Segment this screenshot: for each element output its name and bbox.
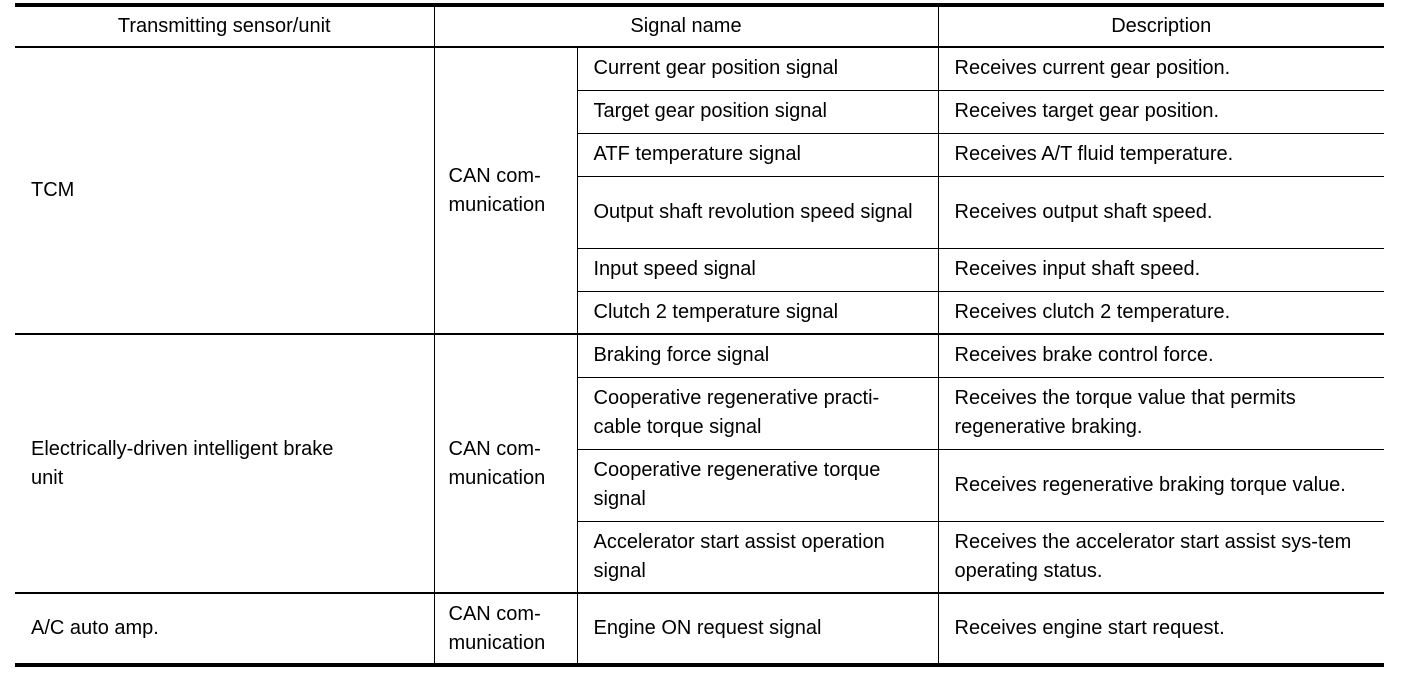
signal-name-cell: Accelerator start assist operation signal <box>577 521 938 593</box>
description-cell: Receives engine start request. <box>938 593 1384 665</box>
description-cell: Receives brake control force. <box>938 334 1384 377</box>
header-signal-name: Signal name <box>434 5 938 47</box>
unit-cell: Electrically-driven intelligent brake unit <box>15 334 434 593</box>
description-cell: Receives A/T fluid temperature. <box>938 133 1384 176</box>
table-row <box>15 593 1384 665</box>
table-row <box>15 334 1384 377</box>
signal-name-cell: Cooperative regenerative practi-cable torque signal <box>577 377 938 449</box>
description-cell: Receives target gear position. <box>938 90 1384 133</box>
description-cell: Receives input shaft speed. <box>938 248 1384 291</box>
signal-table-container <box>15 3 1384 667</box>
description-cell: Receives regenerative braking torque value. <box>938 449 1384 521</box>
signal-table <box>15 3 1384 667</box>
table-header <box>15 5 1384 47</box>
description-cell: Receives output shaft speed. <box>938 176 1384 248</box>
unit-cell: TCM <box>15 47 434 334</box>
signal-name-cell: Engine ON request signal <box>577 593 938 665</box>
description-cell: Receives the accelerator start assist sys-tem operating status. <box>938 521 1384 593</box>
signal-name-cell: Output shaft revolution speed signal <box>577 176 938 248</box>
header-transmitting-unit: Transmitting sensor/unit <box>15 5 434 47</box>
description-cell: Receives current gear position. <box>938 47 1384 90</box>
signal-name-cell: ATF temperature signal <box>577 133 938 176</box>
header-row <box>15 5 1384 47</box>
description-cell: Receives the torque value that permits regenerative braking. <box>938 377 1384 449</box>
signal-name-cell: Cooperative regenerative torque signal <box>577 449 938 521</box>
table-row <box>15 47 1384 90</box>
method-cell: CAN com- munication <box>434 593 577 665</box>
unit-cell: A/C auto amp. <box>15 593 434 665</box>
header-description: Description <box>938 5 1384 47</box>
signal-name-cell: Target gear position signal <box>577 90 938 133</box>
method-cell: CAN com- munication <box>434 334 577 593</box>
method-cell: CAN com- munication <box>434 47 577 334</box>
table-body <box>15 47 1384 665</box>
signal-name-cell: Braking force signal <box>577 334 938 377</box>
signal-name-cell: Input speed signal <box>577 248 938 291</box>
description-cell: Receives clutch 2 temperature. <box>938 291 1384 334</box>
signal-name-cell: Current gear position signal <box>577 47 938 90</box>
signal-name-cell: Clutch 2 temperature signal <box>577 291 938 334</box>
